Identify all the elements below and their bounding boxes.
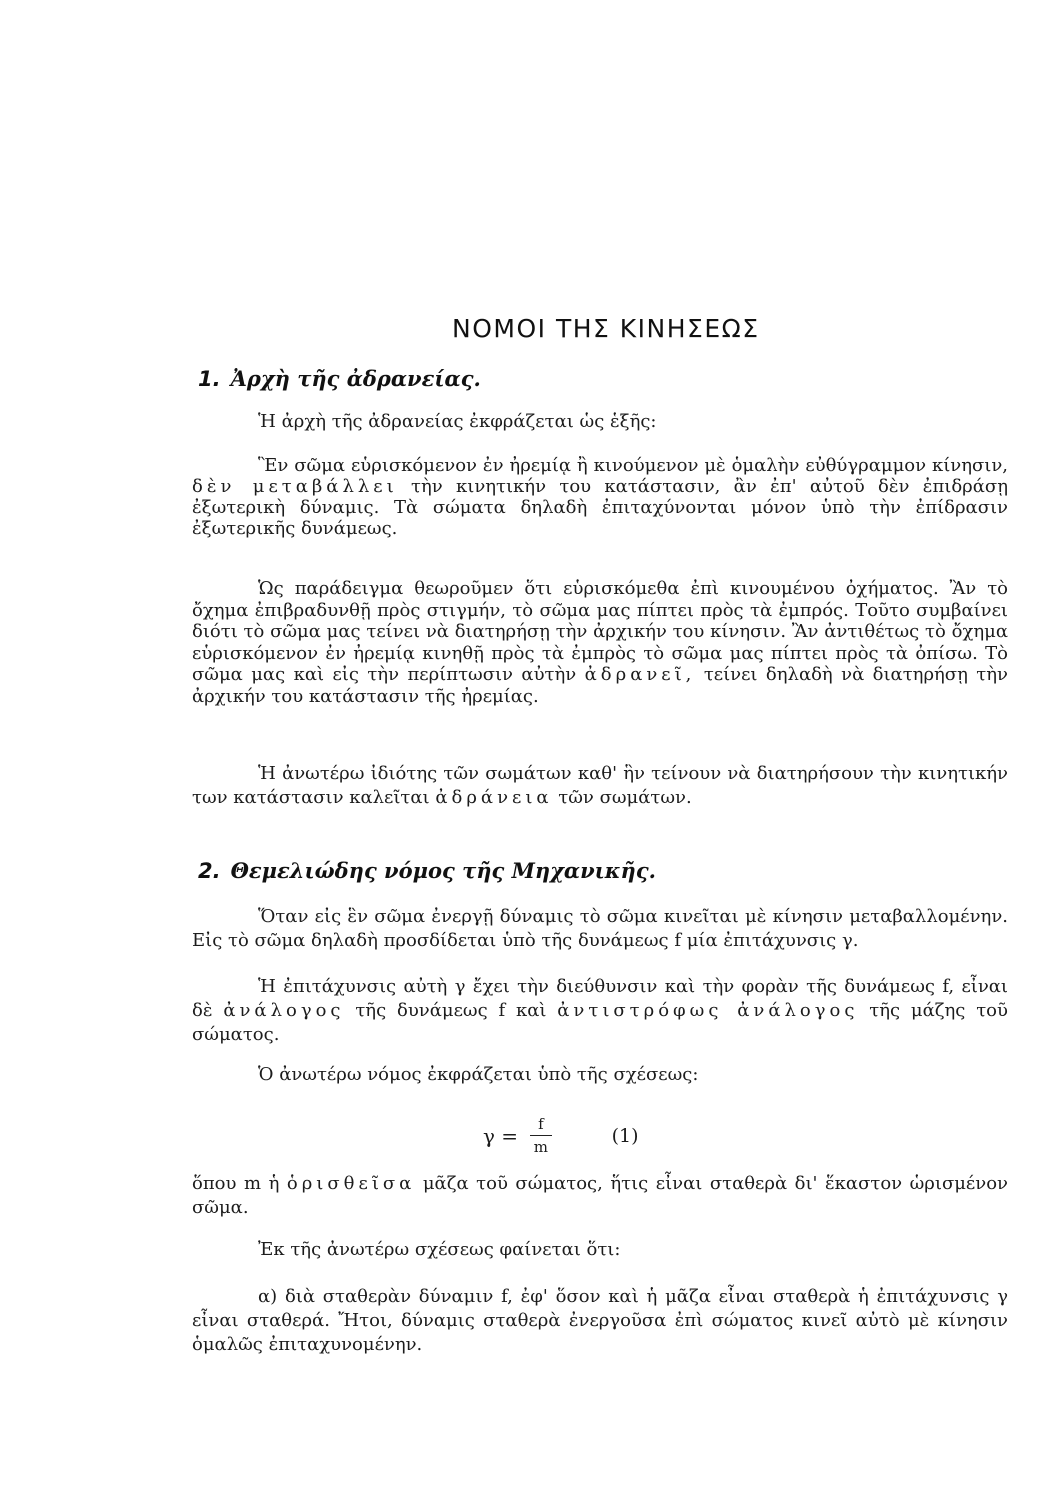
emphasis-den-metavallei: δὲν μεταβάλλει xyxy=(192,476,398,497)
section-2-paragraph-1: Ὅταν εἰς ἓν σῶμα ἐνεργῇ δύναμις τὸ σῶμα κινεῖται μὲ κίνησιν μεταβαλλομένην. Εἰς τὸ σῶμα δηλαδὴ προσδίδεται ὑπὸ τῆς δυνάμεως f μία ἐπιτάχυνσις γ. xyxy=(192,906,1008,951)
p2-text-a: Ἓν σῶμα εὑρισκόμενον ἐν ἠρεμίᾳ ἢ κινούμενον μὲ ὁμαλὴν εὐθύγραμμον κίνησιν, xyxy=(258,455,1008,476)
formula-denominator: m xyxy=(533,1138,548,1156)
formula-fraction xyxy=(530,1115,552,1156)
section-2-paragraph-4 xyxy=(192,1172,1008,1220)
section-1-number: 1. xyxy=(198,367,221,391)
formula-label: (1) xyxy=(611,1124,639,1147)
section-1-paragraph-2 xyxy=(192,455,1008,539)
section-1-paragraph-1: Ἡ ἀρχὴ τῆς ἀδρανείας ἐκφράζεται ὡς ἑξῆς: xyxy=(258,411,657,432)
section-2-heading-text: Θεμελιώδης νόμος τῆς Μηχανικῆς. xyxy=(230,858,656,883)
s2p2-text-e: τῆς μάζης τοῦ σώματος. xyxy=(192,1000,1008,1045)
emphasis-oristheisa: ὁρισθεῖσα xyxy=(286,1173,416,1194)
section-1-heading xyxy=(198,366,481,391)
p2-text-c: τὴν κινητικήν του κατάστασιν, ἂν ἐπ' αὐτοῦ δὲν ἐπιδράσῃ ἐξωτερικὴ δύναμις. Τὰ σώματα δηλαδὴ ἐπιταχύνονται μόνον ὑπὸ τὴν ἐπίδρασιν ἐξωτερικῆς δυνάμεως. xyxy=(192,476,1008,539)
page-title: ΝΟΜΟΙ ΤΗΣ ΚΙΝΗΣΕΩΣ xyxy=(452,314,760,343)
emphasis-antistrofos-analogos: ἀντιστρόφως ἀνάλογος xyxy=(557,1000,859,1021)
section-2-number: 2. xyxy=(198,859,221,883)
section-2-paragraph-3: Ὁ ἀνωτέρω νόμος ἐκφράζεται ὑπὸ τῆς σχέσεως: xyxy=(258,1064,699,1085)
p4-text-c: τῶν σωμάτων. xyxy=(558,787,692,808)
s2p4-text-c: μᾶζα τοῦ σώματος, ἥτις εἶναι σταθερὰ δι' ἕκαστον ὡρισμένον σῶμα. xyxy=(192,1173,1008,1218)
p4-text-a: Ἡ ἀνωτέρω ἰδιότης τῶν σωμάτων καθ' ἣν τείνουν νὰ διατηρήσουν τὴν κινητικήν των κατάστασιν καλεῖται xyxy=(192,763,1008,808)
p3-text-a: Ὡς παράδειγμα θεωροῦμεν ὅτι εὑρισκόμεθα ἐπὶ κινουμένου ὀχήματος. Ἂν τὸ ὄχημα ἐπιβραδυνθῇ πρὸς στιγμήν, τὸ σῶμα μας πίπτει πρὸς τὰ ἐμπρός. Τοῦτο συμβαίνει διότι τὸ σῶμα μας τείνει νὰ διατηρήσῃ τὴν ἀρχικήν του κίνησιν. Ἂν ἀντιθέτως τὸ ὄχημα εὑρισκόμενον ἐν ἠρεμίᾳ κινηθῇ πρὸς τὰ ἐμπρὸς τὸ σῶμα μας πίπτει πρὸς τὰ ὀπίσω. Τὸ σῶμα μας καὶ εἰς τὴν περίπτωσιν αὐτὴν xyxy=(192,578,1008,685)
p3-text-c: τείνει δηλαδὴ νὰ διατηρήσῃ τὴν ἀρχικήν του κατάστασιν τῆς ἠρεμίας. xyxy=(192,664,1008,707)
emphasis-adraneia: ἀδράνεια xyxy=(435,787,553,808)
section-1-paragraph-4 xyxy=(192,762,1008,810)
section-1-heading-text: Ἀρχὴ τῆς ἀδρανείας. xyxy=(230,366,481,391)
formula-numerator: f xyxy=(530,1115,552,1136)
formula-1 xyxy=(483,1115,639,1156)
s2p2-text-a: Ἡ ἐπιτάχυνσις αὐτὴ γ ἔχει τὴν διεύθυνσιν καὶ τὴν φορὰν τῆς δυνάμεως f, εἶναι δὲ xyxy=(192,976,1008,1021)
section-2-heading xyxy=(198,858,656,883)
section-1-paragraph-3 xyxy=(192,578,1008,707)
emphasis-analogos: ἀνάλογος xyxy=(223,1000,345,1021)
formula-lhs: γ = xyxy=(483,1123,519,1148)
s2p4-text-a: ὅπου m ἡ xyxy=(192,1173,280,1194)
section-2-paragraph-2 xyxy=(192,975,1008,1047)
emphasis-adranei: ἀδρανεῖ, xyxy=(584,664,696,685)
section-2-paragraph-5: Ἐκ τῆς ἀνωτέρω σχέσεως φαίνεται ὅτι: xyxy=(258,1239,621,1260)
s2p2-text-c: τῆς δυνάμεως f καὶ xyxy=(355,1000,547,1021)
section-2-paragraph-6: α) διὰ σταθερὰν δύναμιν f, ἐφ' ὅσον καὶ ἡ μᾶζα εἶναι σταθερὰ ἡ ἐπιτάχυνσις γ εἶναι σταθερά. Ἤτοι, δύναμις σταθερὰ ἐνεργοῦσα ἐπὶ σώματος κινεῖ αὐτὸ μὲ κίνησιν ὁμαλῶς ἐπιταχυνομένην. xyxy=(192,1286,1008,1355)
